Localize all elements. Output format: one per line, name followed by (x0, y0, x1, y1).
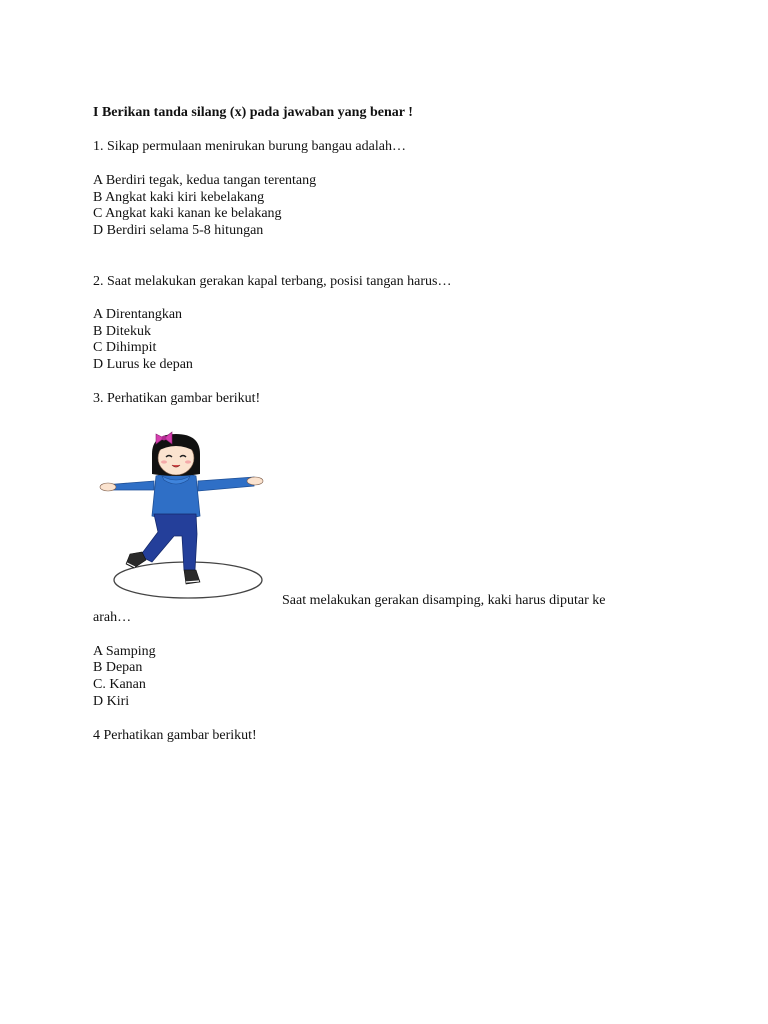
question-3-option-d: D Kiri (93, 694, 130, 709)
question-1-option-d: D Berdiri selama 5-8 hitungan (93, 223, 264, 238)
question-3-caption-continued: arah… (93, 610, 132, 625)
question-4: 4 Perhatikan gambar berikut! (93, 728, 257, 743)
question-2-option-a: A Direntangkan (93, 307, 183, 322)
question-1-option-b: B Angkat kaki kiri kebelakang (93, 190, 265, 205)
question-2-option-d: D Lurus ke depan (93, 357, 193, 372)
question-3-option-c: C. Kanan (93, 677, 146, 692)
question-1: 1. Sikap permulaan menirukan burung bangau adalah… (93, 139, 406, 154)
question-3-option-b: B Depan (93, 660, 143, 675)
question-3-option-a: A Samping (93, 644, 156, 659)
question-1-option-a: A Berdiri tegak, kedua tangan terentang (93, 173, 317, 188)
question-1-option-c: C Angkat kaki kanan ke belakang (93, 206, 282, 221)
question-2-option-b: B Ditekuk (93, 324, 151, 339)
girl-exercise-illustration (96, 424, 272, 604)
question-2-option-c: C Dihimpit (93, 340, 157, 355)
instruction-heading: I Berikan tanda silang (x) pada jawaban yang benar ! (93, 105, 413, 120)
question-3-caption: Saat melakukan gerakan disamping, kaki harus diputar ke (282, 593, 606, 608)
question-2: 2. Saat melakukan gerakan kapal terbang, posisi tangan harus… (93, 274, 452, 289)
question-3: 3. Perhatikan gambar berikut! (93, 391, 261, 406)
